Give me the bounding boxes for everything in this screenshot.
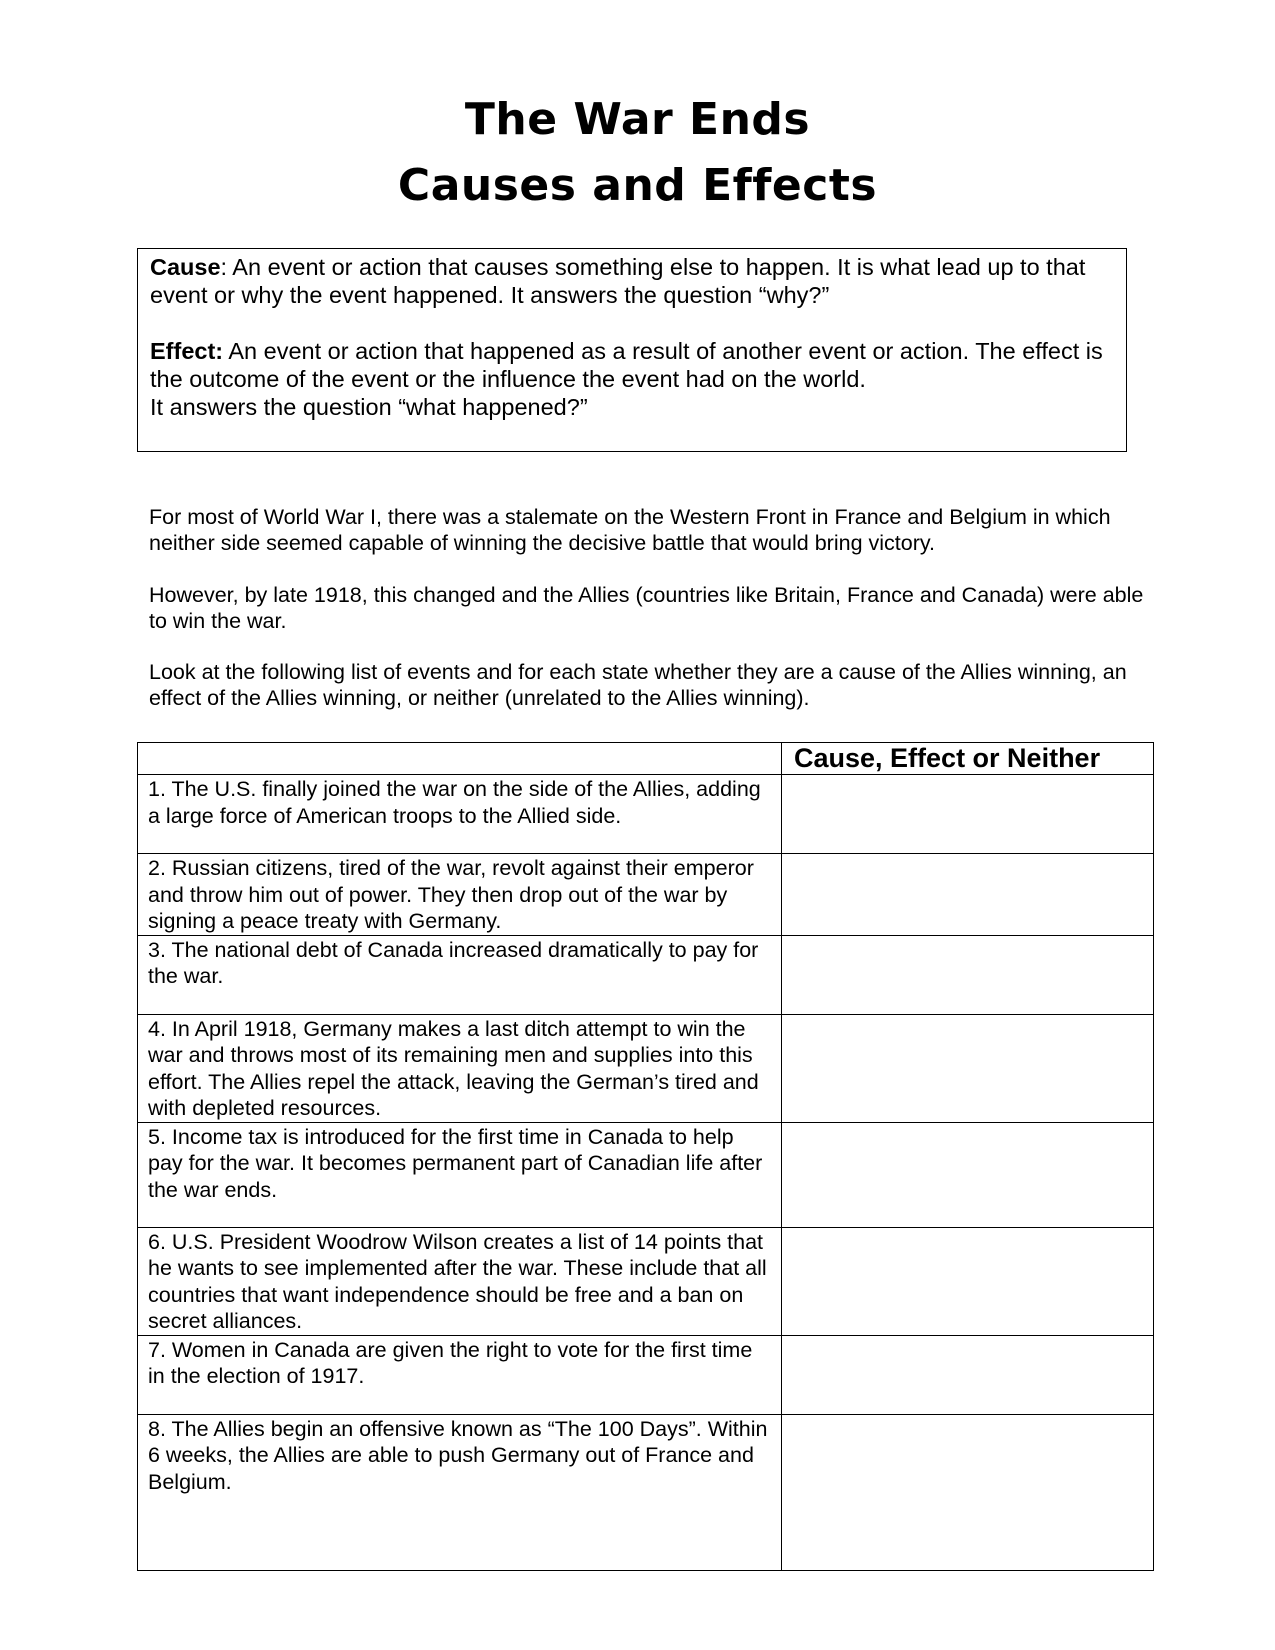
event-cell: 3. The national debt of Canada increased dramatically to pay for the war.: [138, 935, 782, 1014]
events-table: [137, 742, 1154, 1571]
answer-cell[interactable]: [782, 1335, 1154, 1414]
table-row: [138, 775, 1154, 854]
intro-text-2: However, by late 1918, this changed and the Allies (countries like Britain, France and Canada) were able to win the war.: [149, 583, 1144, 633]
event-column-header: [138, 743, 782, 775]
table-row: [138, 1014, 1154, 1122]
cause-text: : An event or action that causes something else to happen. It is what lead up to that event or why the event happened. It answers the question “why?”: [150, 254, 1086, 308]
effect-definition: [150, 337, 1114, 421]
answer-cell[interactable]: [782, 775, 1154, 854]
table-row: [138, 1335, 1154, 1414]
event-cell: 6. U.S. President Woodrow Wilson creates a list of 14 points that he wants to see implemented after the war. These include that all countries that want independence should be free and a ban on secret alliances.: [138, 1227, 782, 1335]
table-row: [138, 935, 1154, 1014]
table-row: [138, 1414, 1154, 1570]
cause-definition: [150, 253, 1114, 309]
answer-cell[interactable]: [782, 1014, 1154, 1122]
answer-cell[interactable]: [782, 1414, 1154, 1570]
intro-paragraph-2: [149, 582, 1149, 634]
event-cell: 8. The Allies begin an offensive known as “The 100 Days”. Within 6 weeks, the Allies are able to push Germany out of France and Belgium.: [138, 1414, 782, 1570]
answer-cell[interactable]: [782, 854, 1154, 936]
intro-paragraph-1: [149, 504, 1149, 556]
page-subtitle: Causes and Effects: [397, 160, 878, 211]
definitions-box: [137, 248, 1127, 452]
event-cell: 5. Income tax is introduced for the first time in Canada to help pay for the war. It becomes permanent part of Canadian life after the war ends.: [138, 1122, 782, 1227]
answer-cell[interactable]: [782, 1122, 1154, 1227]
table-row: [138, 1227, 1154, 1335]
answer-cell[interactable]: [782, 1227, 1154, 1335]
answer-column-header: Cause, Effect or Neither: [782, 743, 1154, 775]
event-cell: 2. Russian citizens, tired of the war, revolt against their emperor and throw him out of power. They then drop out of the war by signing a peace treaty with Germany.: [138, 854, 782, 936]
event-cell: 7. Women in Canada are given the right to vote for the first time in the election of 1917.: [138, 1335, 782, 1414]
effect-term: Effect:: [150, 338, 224, 364]
intro-paragraph-3: [149, 659, 1149, 711]
intro-text-3: Look at the following list of events and for each state whether they are a cause of the Allies winning, an effect of the Allies winning, or neither (unrelated to the Allies winning).: [149, 660, 1127, 710]
answer-cell[interactable]: [782, 935, 1154, 1014]
event-cell: 1. The U.S. finally joined the war on the side of the Allies, adding a large force of American troops to the Allied side.: [138, 775, 782, 854]
event-cell: 4. In April 1918, Germany makes a last ditch attempt to win the war and throws most of its remaining men and supplies into this effort. The Allies repel the attack, leaving the German’s tired and with depleted resources.: [138, 1014, 782, 1122]
table-row: [138, 854, 1154, 936]
cause-term: Cause: [150, 254, 221, 280]
table-header-row: [138, 743, 1154, 775]
table-row: [138, 1122, 1154, 1227]
intro-text-1: For most of World War I, there was a stalemate on the Western Front in France and Belgium in which neither side seemed capable of winning the decisive battle that would bring victory.: [149, 505, 1111, 555]
effect-text: An event or action that happened as a result of another event or action. The effect is the outcome of the event or the influence the event had on the world.: [150, 338, 1103, 392]
effect-text-2: It answers the question “what happened?”: [150, 394, 588, 420]
page-title: The War Ends: [464, 94, 811, 145]
